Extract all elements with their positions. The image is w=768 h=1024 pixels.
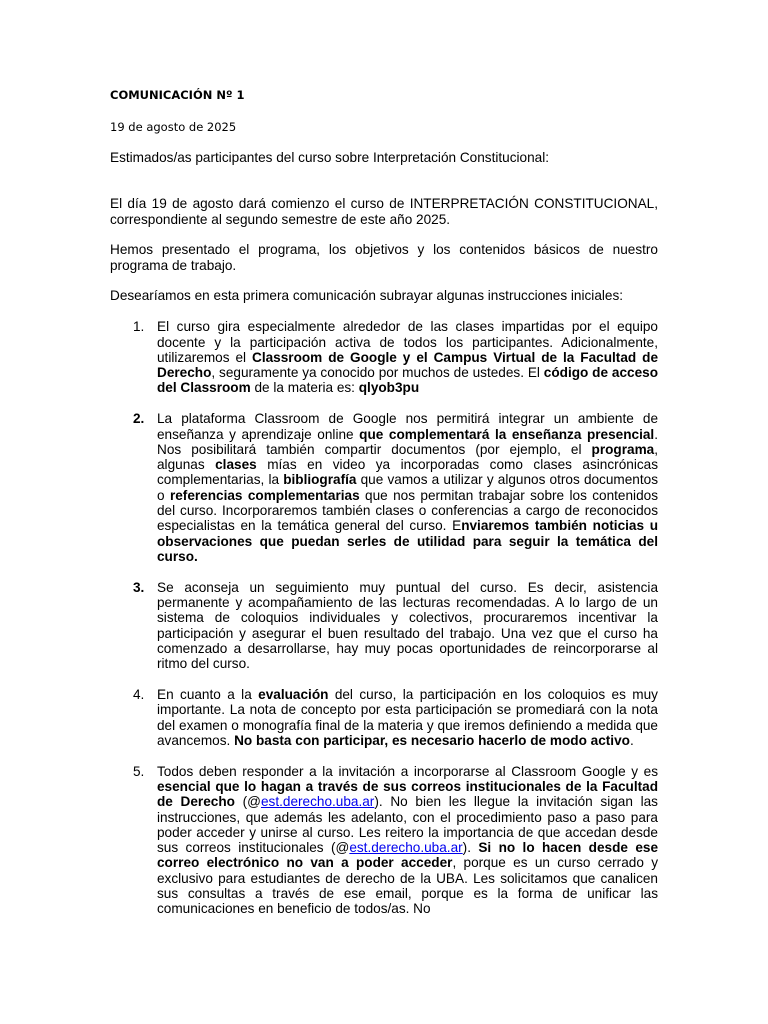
intro-paragraph-3: Desearíamos en esta primera comunicación subrayar algunas instrucciones iniciales: (110, 288, 624, 304)
item-text: , seguramente ya conocido por muchos de ustedes. El (211, 365, 544, 381)
list-number: 1. (133, 319, 145, 335)
item-text: que vamos a utilizar y algunos otros documentos o (157, 472, 658, 503)
item-bold-text: nviaremos también noticias u observaciones que puedan serles de utilidad para seguir la temática del curso. (157, 518, 658, 564)
item-text: (@ (234, 794, 261, 810)
item-text: . (629, 732, 634, 748)
intro-paragraph-2: Hemos presentado el programa, los objetivos y los contenidos básicos de nuestro programa de trabajo. (110, 242, 658, 273)
item-bold-text: clases (215, 457, 257, 473)
list-number: 5. (133, 763, 145, 779)
item-bold-text: programa (591, 441, 655, 457)
item-bold-text: código de acceso del Classroom (157, 365, 658, 396)
document-date: 19 de agosto de 2025 (110, 120, 237, 134)
item-text: que nos permitan trabajar sobre los contenidos del curso. Incorporaremos también clases o conferencias a cargo de reconocidos especialistas en la temática general del curso. E (157, 487, 658, 534)
item-text: El curso gira especialmente alrededor de las clases impartidas por el equipo docente y la participación activa de todos los participantes. Adicionalmente, utilizaremos el (157, 319, 658, 365)
email-domain-link[interactable]: est.derecho.uba.ar (260, 794, 375, 810)
list-item-2 (110, 411, 658, 564)
item-text: Se aconseja un seguimiento muy puntual del curso. Es decir, asistencia permanente y acompañamiento de las lecturas recomendadas. A lo largo de un sistema de coloquios individuales y colectivos, procuraremos incentivar la participación y asegurar el buen resultado del trabajo. Una vez que el curso ha comenzado a desarrollarse, hay muy pocas oportunidades de reincorporarse al ritmo del curso. (157, 579, 658, 672)
list-item-4 (110, 687, 658, 748)
salutation: Estimados/as participantes del curso sobre Interpretación Constitucional: (110, 150, 550, 165)
email-domain-link[interactable]: est.derecho.uba.ar (349, 840, 463, 856)
document-title: COMUNICACIÓN Nº 1 (110, 88, 245, 102)
item-text: mías en video ya incorporadas como clases asincrónicas complementarias, la (157, 457, 658, 488)
item-text: del curso, la participación en los coloquios es muy importante. La nota de concepto por esta participación se promediará con la nota del examen o monografía final de la materia y que iremos definiendo a medida que avancemos. (157, 687, 658, 748)
item-bold-text: evaluación (258, 687, 329, 703)
item-text: En cuanto a la (157, 687, 259, 703)
item-text: Todos deben responder a la invitación a incorporarse al Classroom Google y es (157, 763, 658, 779)
list-number: 4. (133, 687, 145, 703)
item-text: ). (462, 840, 479, 856)
classroom-access-code: qlyob3pu (358, 380, 420, 396)
item-bold-text: No basta con participar, es necesario hacerlo de modo activo (234, 732, 630, 748)
document-body (110, 150, 658, 932)
list-item-1 (110, 319, 658, 395)
item-text: La plataforma Classroom de Google nos permitirá integrar un ambiente de enseñanza y aprendizaje online (157, 411, 658, 442)
item-bold-text: esencial que lo hagan a través de sus correos institucionales de la Facultad de Derecho (157, 779, 658, 810)
list-item-5 (110, 764, 658, 917)
item-text: ). No bien les llegue la invitación sigan las instrucciones, que además les adelanto, con el procedimiento paso a paso para poder acceder y unirse al curso. Les reitero la importancia de que accedan desde sus correos institucionales (@ (157, 794, 658, 856)
instructions-list (110, 319, 658, 916)
item-text: , porque es un curso cerrado y exclusivo para estudiantes de derecho de la UBA. Les solicitamos que canalicen sus consultas a través de ese email, porque es la forma de unificar las comunicaciones en beneficio de todos/as. No (157, 855, 658, 917)
list-item-3 (110, 580, 658, 672)
item-bold-text: bibliografía (283, 472, 357, 488)
item-bold-text: referencias complementarias (169, 487, 360, 503)
item-text: , algunas (157, 441, 658, 473)
item-text: . Nos posibilitará también compartir documentos (por ejemplo, el (157, 426, 658, 457)
item-bold-text: Si no lo hacen desde ese correo electrónico no van a poder acceder (157, 840, 658, 871)
intro-paragraph-1: El día 19 de agosto dará comienzo el curso de INTERPRETACIÓN CONSTITUCIONAL, correspondiente al segundo semestre de este año 2025. (110, 196, 658, 227)
list-number: 3. (133, 579, 145, 595)
list-number: 2. (133, 411, 145, 427)
item-text: de la materia es: (250, 380, 359, 396)
item-bold-text: que complementará la enseñanza presencial (359, 426, 655, 442)
item-bold-text: Classroom de Google y el Campus Virtual de la Facultad de Derecho (157, 349, 659, 381)
